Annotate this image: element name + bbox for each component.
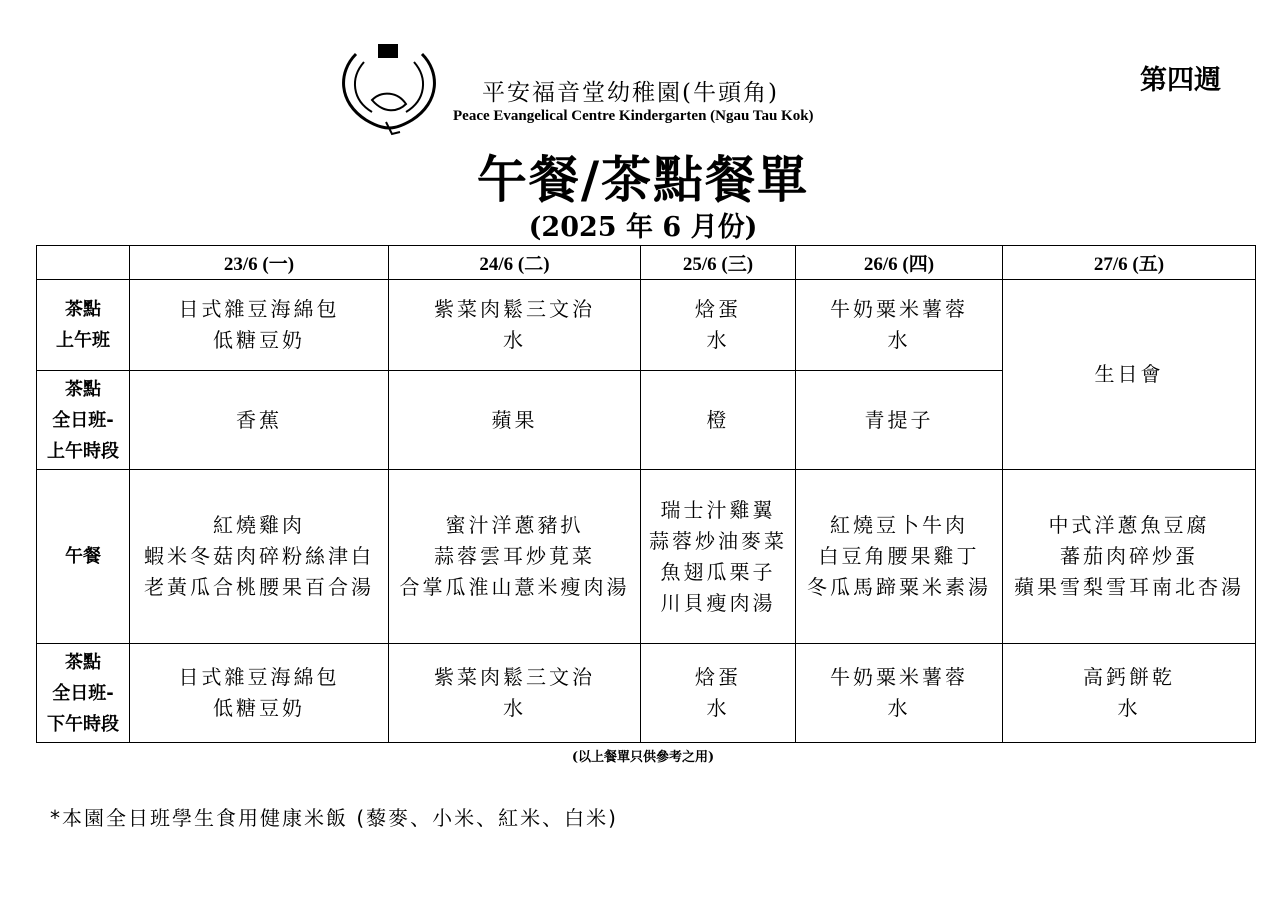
menu-cell: 蜜汁洋蔥豬扒 蒜蓉雲耳炒莧菜 合掌瓜淮山薏米瘦肉湯 bbox=[389, 470, 641, 644]
day-header: 27/6 (五) bbox=[1003, 246, 1256, 280]
rice-footnote: *本園全日班學生食用健康米飯 (藜麥、小米、紅米、白米) bbox=[50, 806, 618, 830]
birthday-cell: 生日會 bbox=[1003, 280, 1256, 470]
row-label: 茶點 全日班- 上午時段 bbox=[37, 371, 130, 470]
week-label: 第四週 bbox=[1140, 65, 1221, 96]
menu-cell: 焓蛋 水 bbox=[641, 280, 796, 371]
day-header: 24/6 (二) bbox=[389, 246, 641, 280]
menu-cell: 日式雜豆海綿包 低糖豆奶 bbox=[130, 644, 389, 743]
menu-cell: 紫菜肉鬆三文治 水 bbox=[389, 280, 641, 371]
menu-cell: 日式雜豆海綿包 低糖豆奶 bbox=[130, 280, 389, 371]
row-label: 茶點 全日班- 下午時段 bbox=[37, 644, 130, 743]
menu-cell: 紅燒雞肉 蝦米冬菇肉碎粉絲津白 老黃瓜合桃腰果百合湯 bbox=[130, 470, 389, 644]
corner-cell bbox=[37, 246, 130, 280]
school-name-cn: 平安福音堂幼稚園(牛頭角) bbox=[482, 80, 779, 106]
row-label: 茶點 上午班 bbox=[37, 280, 130, 371]
menu-cell: 青提子 bbox=[796, 371, 1003, 470]
menu-cell: 香蕉 bbox=[130, 371, 389, 470]
school-name-en: Peace Evangelical Centre Kindergarten (Ngau Tau Kok) bbox=[453, 108, 814, 124]
menu-table bbox=[36, 245, 1256, 743]
menu-cell: 焓蛋 水 bbox=[641, 644, 796, 743]
school-logo bbox=[336, 42, 442, 140]
day-header: 25/6 (三) bbox=[641, 246, 796, 280]
day-header: 26/6 (四) bbox=[796, 246, 1003, 280]
table-row bbox=[37, 470, 1256, 644]
page-title: 午餐/茶點餐單 bbox=[476, 151, 810, 209]
menu-cell: 牛奶粟米薯蓉 水 bbox=[796, 280, 1003, 371]
reference-note: (以上餐單只供參考之用) bbox=[571, 750, 715, 765]
table-row bbox=[37, 644, 1256, 743]
row-label: 午餐 bbox=[37, 470, 130, 644]
day-header: 23/6 (一) bbox=[130, 246, 389, 280]
menu-cell: 紫菜肉鬆三文治 水 bbox=[389, 644, 641, 743]
month-label: (2025 年 6 月份) bbox=[528, 212, 758, 243]
table-header-row bbox=[37, 246, 1256, 280]
menu-cell: 牛奶粟米薯蓉 水 bbox=[796, 644, 1003, 743]
table-row bbox=[37, 280, 1256, 371]
menu-cell: 橙 bbox=[641, 371, 796, 470]
menu-cell: 中式洋蔥魚豆腐 蕃茄肉碎炒蛋 蘋果雪梨雪耳南北杏湯 bbox=[1003, 470, 1256, 644]
menu-cell: 瑞士汁雞翼 蒜蓉炒油麥菜 魚翅瓜栗子 川貝瘦肉湯 bbox=[641, 470, 796, 644]
menu-cell: 蘋果 bbox=[389, 371, 641, 470]
menu-cell: 紅燒豆卜牛肉 白豆角腰果雞丁 冬瓜馬蹄粟米素湯 bbox=[796, 470, 1003, 644]
menu-cell: 高鈣餅乾 水 bbox=[1003, 644, 1256, 743]
